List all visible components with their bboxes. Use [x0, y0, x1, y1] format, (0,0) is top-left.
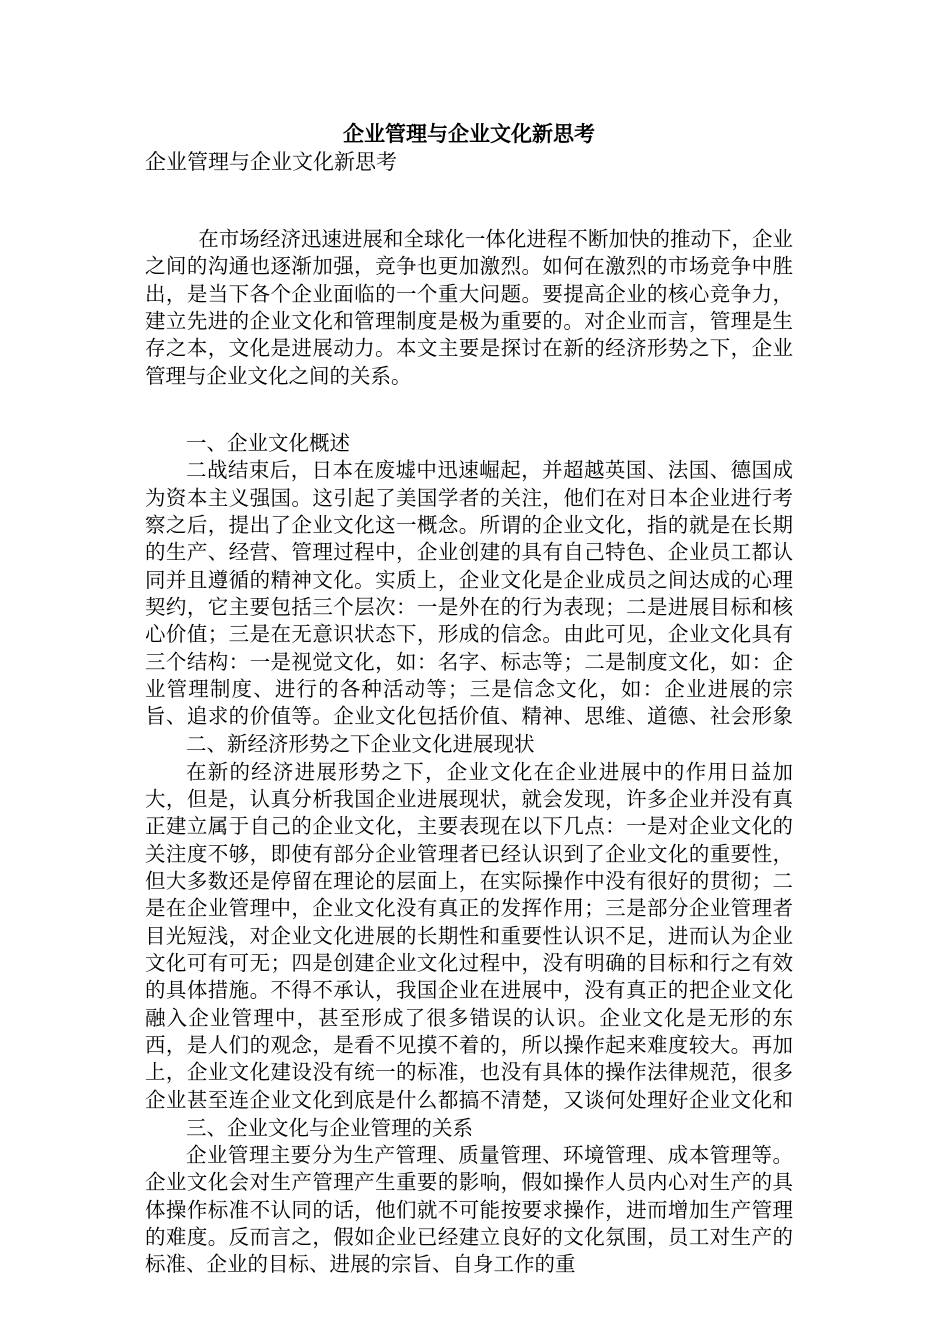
section-heading-1: 一、企业文化概述	[186, 431, 350, 455]
blank-space	[145, 390, 793, 430]
section-body-1: 二战结束后，日本在废墟中迅速崛起，并超越英国、法国、德国成为资本主义强国。这引起了美国学者的关注，他们在对日本企业进行考察之后，提出了企业文化这一概念。所谓的企业文化，指的就是在长期的生产、经营、管理过程中，企业创建的具有自己特色、企业员工都认同并且遵循的精神文化。实质上，企业文化是企业成员之间达成的心理契约，它主要包括三个层次：一是外在的行为表现；二是进展目标和核心价值；三是在无意识状态下，形成的信念。由此可见，企业文化具有三个结构：一是视觉文化，如：名字、标志等；二是制度文化，如：企业管理制度、进行的各种活动等；三是信念文化，如：企业进展的宗旨、追求的价值等。企业文化包括价值、精神、思维、道德、社会形象	[145, 458, 793, 729]
document-subtitle: 企业管理与企业文化新思考	[145, 150, 397, 174]
section-heading-3: 三、企业文化与企业管理的关系	[186, 1115, 473, 1140]
intro-paragraph: 在市场经济迅速进展和全球化一体化进程不断加快的推动下，企业之间的沟通也逐渐加强，竞争也更加激烈。如何在激烈的市场竞争中胜出，是当下各个企业面临的一个重大问题。要提高企业的核心竞争力，建立先进的企业文化和管理制度是极为重要的。对企业而言，管理是生存之本，文化是进展动力。本文主要是探讨在新的经济形势之下，企业管理与企业文化之间的关系。	[145, 227, 793, 388]
document-page	[145, 120, 793, 1280]
section-heading-2: 二、新经济形势之下企业文化进展现状	[186, 732, 535, 757]
document-title: 企业管理与企业文化新思考	[343, 121, 595, 146]
blank-space	[145, 176, 793, 226]
section-body-2: 在新的经济进展形势之下，企业文化在企业进展中的作用日益加大，但是，认真分析我国企业进展现状，就会发现，许多企业并没有真正建立属于自己的企业文化，主要表现在以下几点：一是对企业文化的关注度不够，即使有部分企业管理者已经认识到了企业文化的重要性，但大多数还是停留在理论的层面上，在实际操作中没有很好的贯彻；二是在企业管理中，企业文化没有真正的发挥作用；三是部分企业管理者目光短浅，对企业文化进展的长期性和重要性认识不足，进而认为企业文化可有可无；四是创建企业文化过程中，没有明确的目标和行之有效的具体措施。不得不承认，我国企业在进展中，没有真正的把企业文化融入企业管理中，甚至形成了很多错误的认识。企业文化是无形的东西，是人们的观念，是看不见摸不着的，所以操作起来难度较大。再加上，企业文化建设没有统一的标准，也没有具体的操作法律规范，很多企业甚至连企业文化到底是什么都搞不清楚，又谈何处理好企业文化和	[145, 759, 793, 1112]
section-body-3: 企业管理主要分为生产管理、质量管理、环境管理、成本管理等。企业文化会对生产管理产生重要的影响，假如操作人员内心对生产的具体操作标准不认同的话，他们就不可能按要求操作，进而增加生产管理的难度。反而言之，假如企业已经建立良好的文化氛围，员工对生产的标准、企业的目标、进展的宗旨、自身工作的重	[145, 1143, 793, 1277]
